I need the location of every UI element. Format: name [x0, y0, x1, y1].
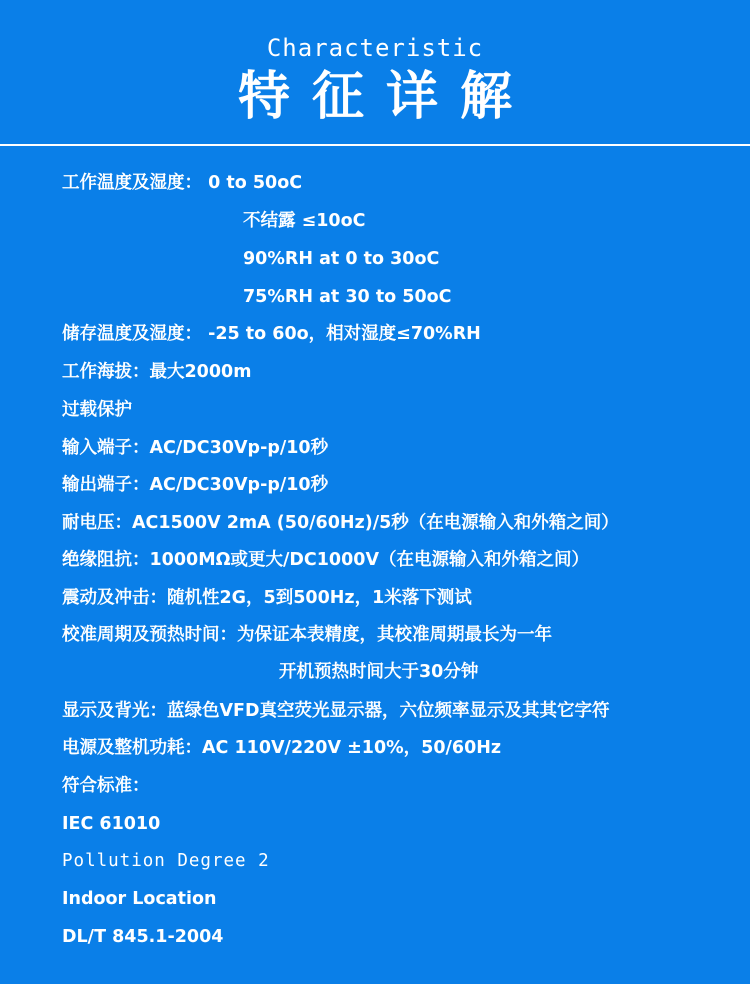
- spec-storage-temp: 储存温度及湿度： -25 to 60o，相对湿度≤70%RH: [62, 324, 481, 344]
- spec-standard-indoor: Indoor Location: [62, 889, 217, 909]
- spec-standard-pollution: Pollution Degree 2: [62, 851, 270, 871]
- spec-calibration-period: 校准周期及预热时间：为保证本表精度，其校准周期最长为一年: [62, 625, 552, 645]
- header-subtitle: Characteristic: [266, 34, 484, 62]
- spec-withstand-voltage: 耐电压：AC1500V 2mA (50/60Hz)/5秒（在电源输入和外箱之间）: [62, 513, 619, 533]
- spec-vibration-shock: 震动及冲击：随机性2G，5到500Hz，1米落下测试: [62, 588, 472, 608]
- spec-standard-dlt: DL/T 845.1-2004: [62, 927, 224, 947]
- spec-insulation-resistance: 绝缘阻抗：1000MΩ或更大/DC1000V（在电源输入和外箱之间）: [62, 550, 590, 570]
- spec-operating-temp-humidity-low: 90%RH at 0 to 30oC: [243, 249, 440, 269]
- spec-operating-temp: 工作温度及湿度： 0 to 50oC: [62, 173, 303, 193]
- spec-input-terminal: 输入端子：AC/DC30Vp-p/10秒: [62, 438, 329, 458]
- spec-altitude: 工作海拔：最大2000m: [62, 362, 252, 382]
- spec-power-consumption: 电源及整机功耗：AC 110V/220V ±10%，50/60Hz: [62, 738, 502, 758]
- spec-overload-protection: 过载保护: [62, 400, 132, 420]
- spec-display-backlight: 显示及背光：蓝绿色VFD真空荧光显示器，六位频率显示及其其它字符: [62, 701, 610, 721]
- header-divider: [0, 144, 750, 146]
- page-header: [0, 0, 750, 146]
- spec-operating-temp-condensation: 不结露 ≤10oC: [243, 211, 366, 231]
- spec-standard-iec: IEC 61010: [62, 814, 161, 834]
- spec-warmup-time: 开机预热时间大于30分钟: [279, 662, 479, 682]
- spec-operating-temp-humidity-high: 75%RH at 30 to 50oC: [243, 287, 452, 307]
- spec-standards-heading: 符合标准：: [62, 776, 150, 796]
- spec-output-terminal: 输出端子：AC/DC30Vp-p/10秒: [62, 475, 329, 495]
- page-title: 特征详解: [237, 67, 534, 127]
